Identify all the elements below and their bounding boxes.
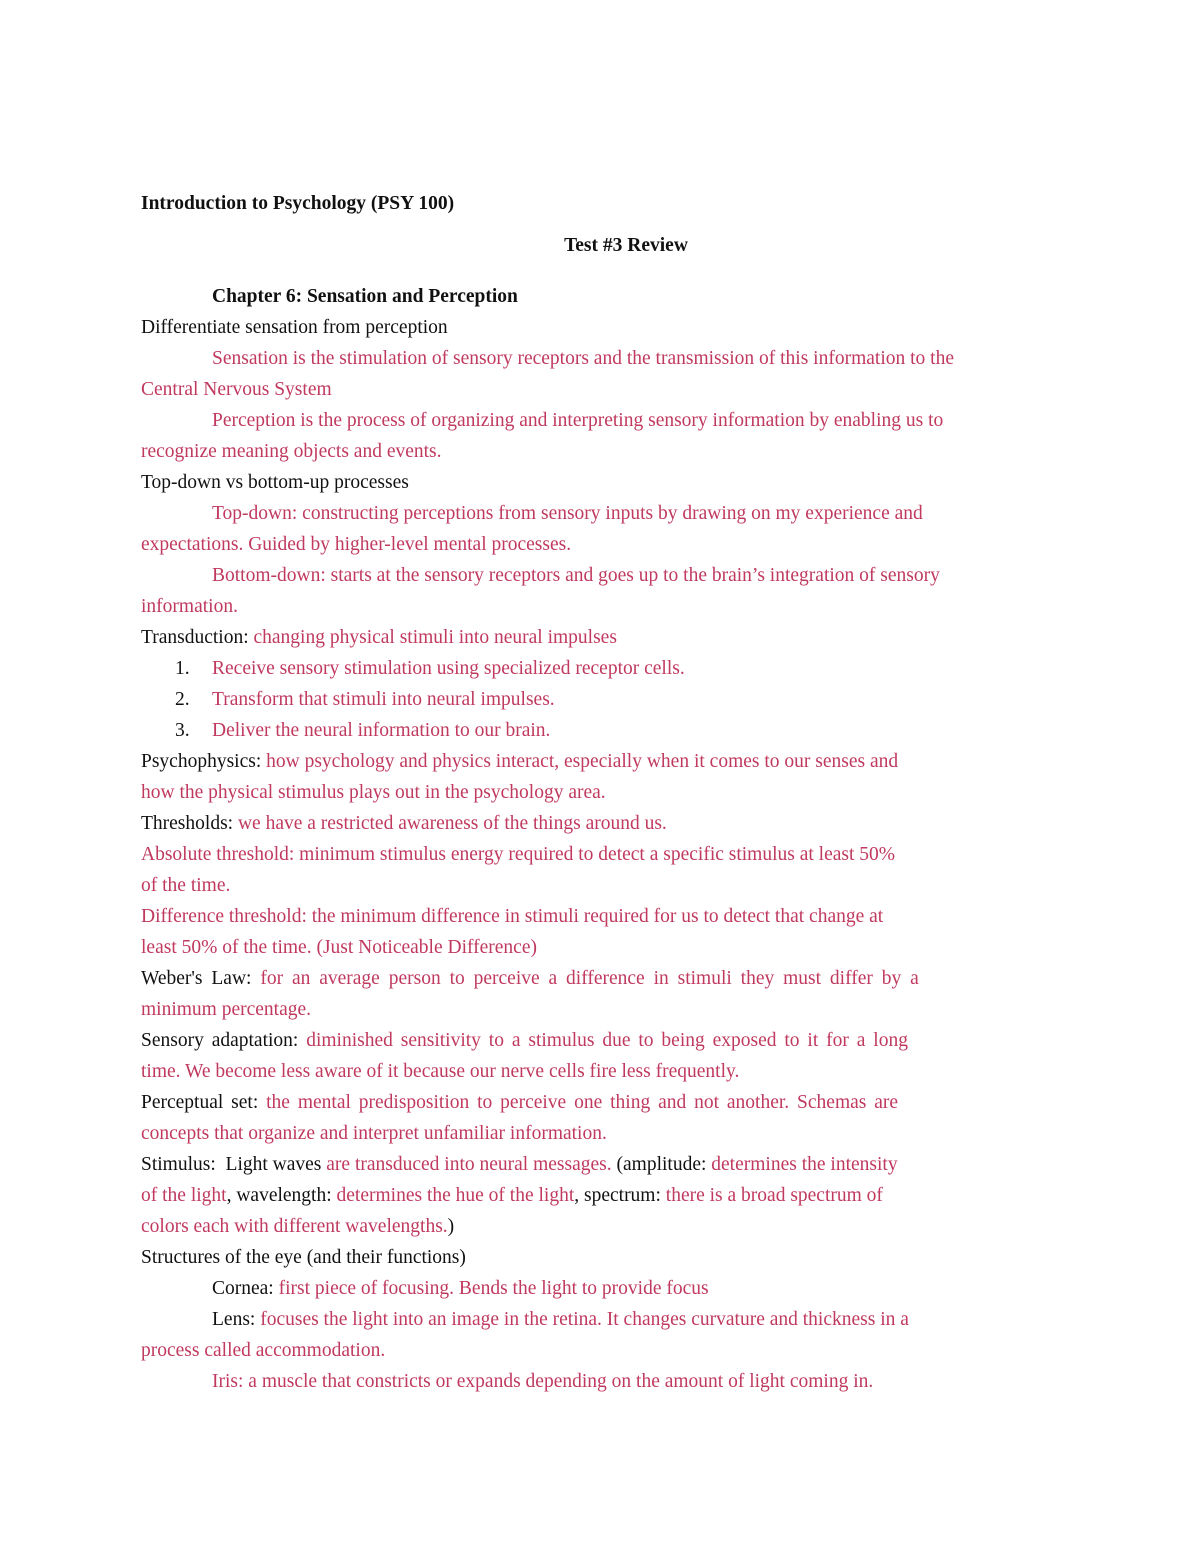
psychophysics-definition-line-2: how the physical stimulus plays out in the psychology area. bbox=[141, 782, 606, 803]
transduction-entry bbox=[141, 622, 1111, 653]
absolute-threshold-line-2: of the time. bbox=[141, 875, 231, 896]
transduction-definition: changing physical stimuli into neural impulses bbox=[253, 627, 617, 648]
adaptation-entry bbox=[141, 1025, 1111, 1056]
perceptual-set-term: Perceptual set: bbox=[141, 1092, 259, 1113]
sensation-definition-line-1: Sensation is the stimulation of sensory receptors and the transmission of this information to the bbox=[212, 348, 954, 369]
wavelength-definition: determines the hue of the light bbox=[336, 1185, 575, 1206]
transduction-term: Transduction: bbox=[141, 627, 249, 648]
eye-structures-heading: Structures of the eye (and their functions) bbox=[141, 1247, 466, 1268]
thresholds-entry bbox=[141, 808, 1111, 839]
closing-parenthesis: ) bbox=[447, 1216, 455, 1237]
bottomdown-definition-line-2: information. bbox=[141, 596, 238, 617]
amplitude-definition: determines the intensity bbox=[711, 1154, 898, 1175]
psychophysics-entry bbox=[141, 746, 1111, 777]
psychophysics-term: Psychophysics: bbox=[141, 751, 262, 772]
bottomdown-definition-line-1: Bottom-down: starts at the sensory receptors and goes up to the brain’s integration of sensory bbox=[212, 565, 940, 586]
spectrum-term: spectrum: bbox=[584, 1185, 661, 1206]
perception-definition-line-2: recognize meaning objects and events. bbox=[141, 441, 442, 462]
stimulus-entry-line-1 bbox=[141, 1149, 1111, 1180]
perceptual-set-definition-line-1: the mental predisposition to perceive one thing and not another. Schemas are bbox=[266, 1092, 899, 1113]
stimulus-light-waves: Light waves bbox=[225, 1154, 322, 1175]
document-title: Introduction to Psychology (PSY 100) bbox=[141, 193, 455, 214]
adaptation-term: Sensory adaptation: bbox=[141, 1030, 299, 1051]
sensation-definition-line-2: Central Nervous System bbox=[141, 379, 332, 400]
transduction-steps-list bbox=[141, 653, 1111, 746]
list-number: 1. bbox=[175, 658, 190, 679]
list-item-text: Deliver the neural information to our brain. bbox=[212, 720, 551, 741]
list-item bbox=[141, 653, 1111, 684]
lens-definition-line-2: process called accommodation. bbox=[141, 1340, 386, 1361]
wavelength-term: wavelength: bbox=[236, 1185, 332, 1206]
amplitude-definition-end: of the light bbox=[141, 1185, 227, 1206]
list-item-text: Transform that stimuli into neural impulses. bbox=[212, 689, 555, 710]
amplitude-term: (amplitude: bbox=[616, 1154, 707, 1175]
list-item bbox=[141, 715, 1111, 746]
cornea-definition: first piece of focusing. Bends the light to provide focus bbox=[278, 1278, 709, 1299]
stimulus-term: Stimulus: bbox=[141, 1154, 216, 1175]
stimulus-definition: are transduced into neural messages. bbox=[326, 1154, 612, 1175]
lens-definition-line-1: focuses the light into an image in the retina. It changes curvature and thickness in a bbox=[260, 1309, 909, 1330]
topdown-definition-line-1: Top-down: constructing perceptions from sensory inputs by drawing on my experience and bbox=[212, 503, 923, 524]
adaptation-definition-line-2: time. We become less aware of it because our nerve cells fire less frequently. bbox=[141, 1061, 740, 1082]
perception-definition-line-1: Perception is the process of organizing and interpreting sensory information by enabling us to bbox=[212, 410, 944, 431]
psychophysics-definition-line-1: how psychology and physics interact, especially when it comes to our senses and bbox=[266, 751, 899, 772]
thresholds-definition: we have a restricted awareness of the things around us. bbox=[237, 813, 667, 834]
topdown-heading: Top-down vs bottom-up processes bbox=[141, 472, 409, 493]
cornea-entry bbox=[141, 1273, 1111, 1304]
stimulus-entry-line-2 bbox=[141, 1180, 1111, 1211]
weber-definition-line-2: minimum percentage. bbox=[141, 999, 312, 1020]
perceptual-set-entry bbox=[141, 1087, 1111, 1118]
comma-separator: , bbox=[226, 1185, 232, 1206]
lens-term: Lens: bbox=[212, 1309, 256, 1330]
list-number: 2. bbox=[175, 689, 190, 710]
difference-threshold-line-1: Difference threshold: the minimum difference in stimuli required for us to detect that change at bbox=[141, 906, 884, 927]
weber-definition-line-1: for an average person to perceive a difference in stimuli they must differ by a bbox=[260, 968, 919, 989]
chapter-heading: Chapter 6: Sensation and Perception bbox=[212, 286, 518, 307]
comma-separator: , bbox=[574, 1185, 580, 1206]
list-number: 3. bbox=[175, 720, 190, 741]
document-page bbox=[141, 188, 1111, 1397]
document-subtitle: Test #3 Review bbox=[564, 235, 688, 256]
perceptual-set-definition-line-2: concepts that organize and interpret unfamiliar information. bbox=[141, 1123, 607, 1144]
list-item bbox=[141, 684, 1111, 715]
absolute-threshold-line-1: Absolute threshold: minimum stimulus energy required to detect a specific stimulus at least 50% bbox=[141, 844, 896, 865]
lens-entry bbox=[141, 1304, 1111, 1335]
spectrum-definition-end: colors each with different wavelengths. bbox=[141, 1216, 448, 1237]
list-item-text: Receive sensory stimulation using specialized receptor cells. bbox=[212, 658, 685, 679]
difference-threshold-line-2: least 50% of the time. (Just Noticeable Difference) bbox=[141, 937, 537, 958]
spectrum-definition: there is a broad spectrum of bbox=[665, 1185, 883, 1206]
iris-definition: Iris: a muscle that constricts or expands depending on the amount of light coming in. bbox=[212, 1371, 874, 1392]
differentiate-heading: Differentiate sensation from perception bbox=[141, 317, 448, 338]
thresholds-term: Thresholds: bbox=[141, 813, 234, 834]
stimulus-entry-line-3 bbox=[141, 1211, 1111, 1242]
topdown-definition-line-2: expectations. Guided by higher-level mental processes. bbox=[141, 534, 572, 555]
adaptation-definition-line-1: diminished sensitivity to a stimulus due to being exposed to it for a long bbox=[306, 1030, 908, 1051]
cornea-term: Cornea: bbox=[212, 1278, 274, 1299]
weber-term: Weber's Law: bbox=[141, 968, 252, 989]
weber-entry bbox=[141, 963, 1111, 994]
